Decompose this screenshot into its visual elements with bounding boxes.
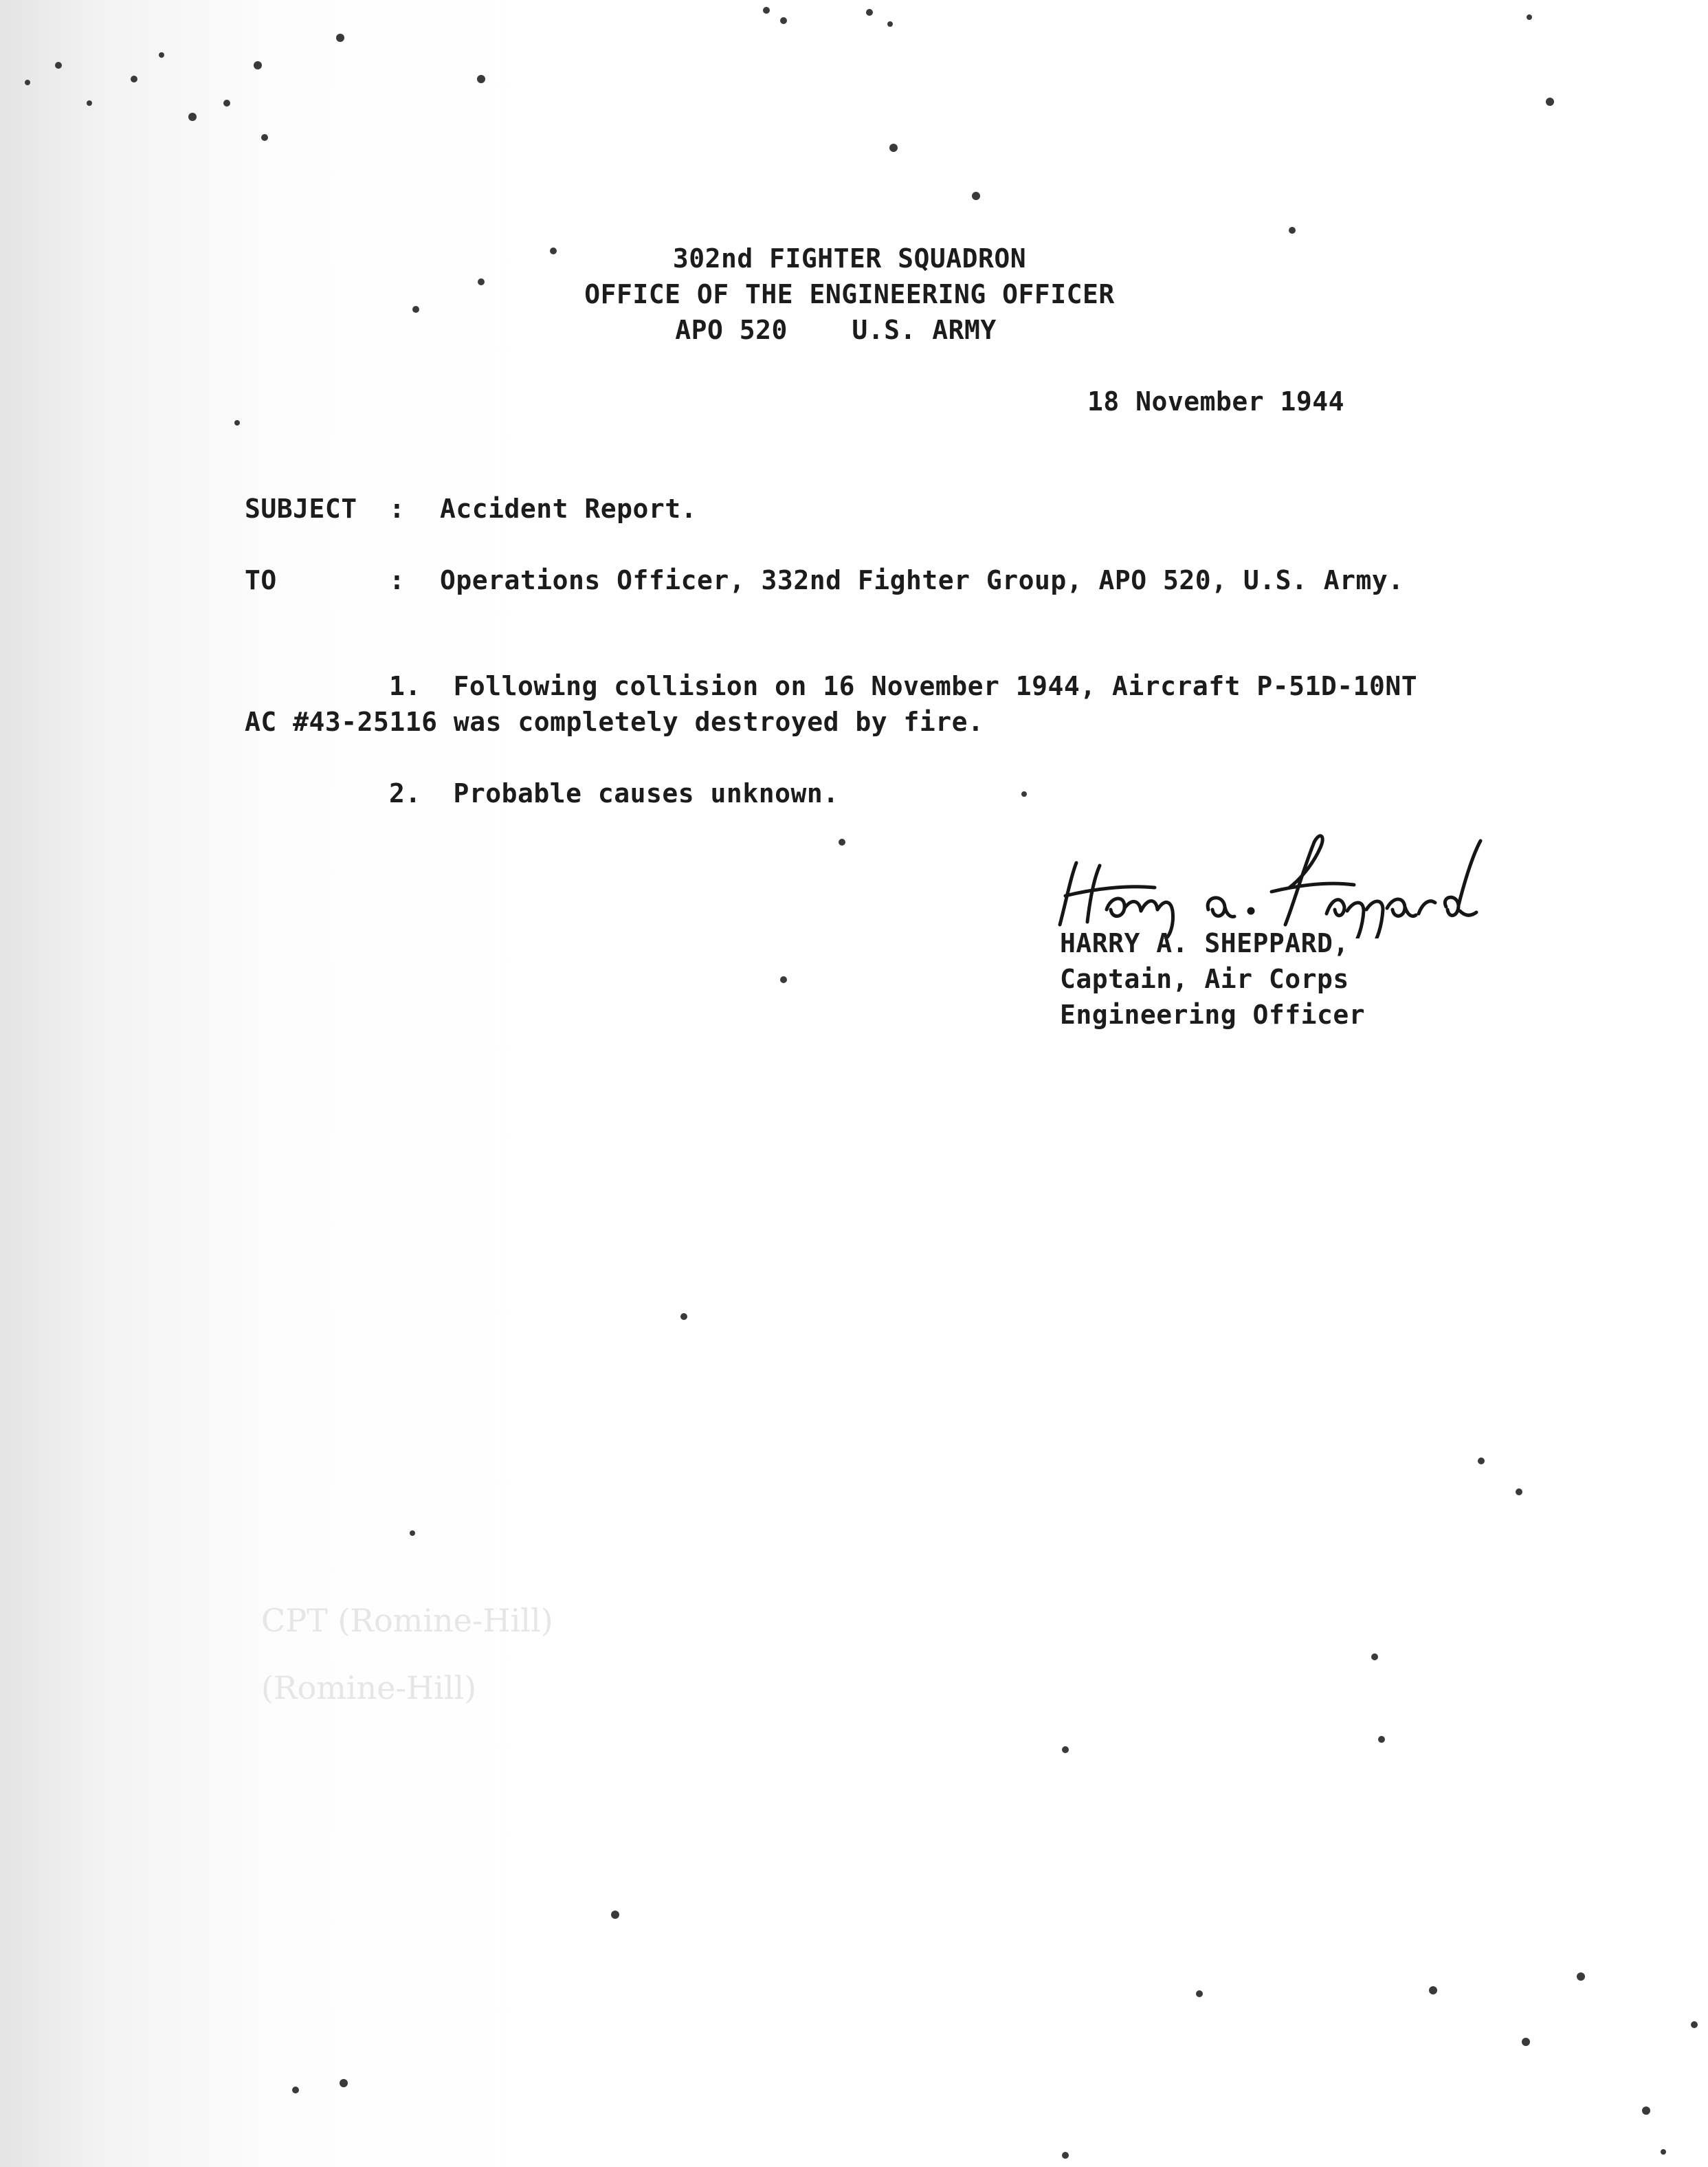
document-date: 18 November 1944 — [1087, 386, 1345, 417]
subject-separator: : — [389, 494, 406, 524]
paragraph-2: 2. Probable causes unknown. — [389, 778, 839, 808]
signer-title: Engineering Officer — [1060, 1000, 1366, 1030]
to-label: TO — [245, 565, 277, 595]
letterhead-unit: 302nd FIGHTER SQUADRON — [672, 243, 1027, 274]
to-separator: : — [389, 565, 406, 595]
signer-rank: Captain, Air Corps — [1060, 964, 1349, 994]
handwritten-signature — [1045, 822, 1498, 938]
signer-name: HARRY A. SHEPPARD, — [1060, 928, 1349, 958]
subject-label: SUBJECT — [245, 494, 357, 524]
bleed-through-text: CPT (Romine-Hill) — [261, 1602, 553, 1639]
letterhead-address: APO 520 U.S. ARMY — [675, 315, 997, 345]
subject-text: Accident Report. — [440, 494, 698, 524]
to-recipient: Operations Officer, 332nd Fighter Group, APO 520, U.S. Army. — [440, 565, 1404, 595]
paragraph-1-line-2: AC #43-25116 was completely destroyed by fire. — [245, 707, 984, 737]
letterhead-office: OFFICE OF THE ENGINEERING OFFICER — [584, 279, 1115, 309]
paragraph-1-line-1: 1. Following collision on 16 November 1944, Aircraft P-51D-10NT — [389, 671, 1418, 701]
bleed-through-text: (Romine-Hill) — [261, 1669, 477, 1706]
